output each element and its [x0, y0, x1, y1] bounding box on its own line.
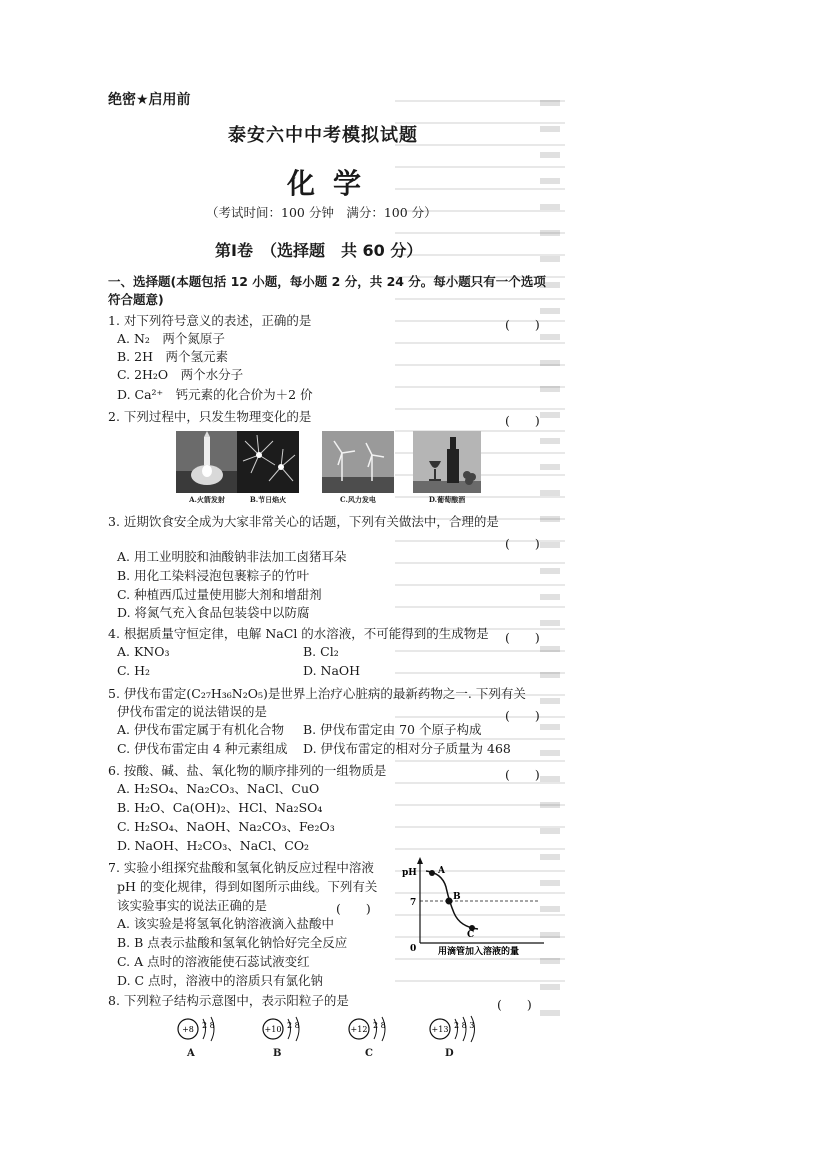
q4-stem: 4. 根据质量守恒定律，电解 NaCl 的水溶液，不可能得到的生成物是: [108, 626, 489, 641]
nucleus-c: +12: [350, 1025, 368, 1034]
point-b-label: B: [453, 892, 461, 902]
atom-label-b: B: [273, 1048, 282, 1059]
q3-option-b: B. 用化工染料浸泡包裹粽子的竹叶: [117, 568, 310, 583]
exam-info: （考试时间：100 分钟 满分：100 分）: [206, 205, 437, 220]
q7-stem-line2: pH 的变化规律，得到如图所示曲线。下列有关: [117, 879, 378, 894]
fireworks-photo: [237, 431, 299, 493]
exam-title: 泰安六中中考模拟试题: [228, 125, 418, 146]
q6-stem: 6. 按酸、碱、盐、氧化物的顺序排列的一组物质是: [108, 763, 387, 778]
wine-making-photo: [413, 431, 481, 493]
q1-option-b: B. 2H 两个氢元素: [117, 349, 228, 364]
q5-option-a: A. 伊伐布雷定属于有机化合物: [117, 722, 284, 737]
atom-label-a: A: [187, 1048, 195, 1059]
q7-option-b: B. B 点表示盐酸和氢氧化钠恰好完全反应: [117, 935, 348, 950]
shells-c: 2 8: [373, 1021, 386, 1030]
atom-diagram-d: [427, 1014, 497, 1044]
q3-option-d: D. 将氮气充入食品包装袋中以防腐: [117, 605, 310, 620]
q1-answer-bracket[interactable]: ( ): [505, 317, 540, 332]
nucleus-a: +8: [182, 1025, 194, 1034]
confidential-label: 绝密★启用前: [108, 92, 191, 108]
q2-caption-c: C.风力发电: [340, 495, 376, 504]
q2-stem: 2. 下列过程中，只发生物理变化的是: [108, 409, 312, 424]
q6-answer-bracket[interactable]: ( ): [505, 767, 540, 782]
shells-a: 2 8: [202, 1021, 215, 1030]
section-instructions: 一、选择题(本题包括 12 小题，每小题 2 分，共 24 分。每小题只有一个选项符合题意): [108, 274, 546, 307]
q6-option-b: B. H₂O、Ca(OH)₂、HCl、Na₂SO₄: [117, 800, 323, 815]
q6-option-c: C. H₂SO₄、NaOH、Na₂CO₃、Fe₂O₃: [117, 819, 335, 834]
subject-title: 化学: [287, 167, 380, 200]
q6-option-d: D. NaOH、H₂CO₃、NaCl、CO₂: [117, 838, 310, 853]
atom-label-c: C: [365, 1048, 373, 1059]
wind-power-photo: [322, 431, 394, 493]
q4-option-b: B. Cl₂: [303, 644, 339, 659]
q5-option-d: D. 伊伐布雷定的相对分子质量为 468: [303, 741, 511, 756]
q5-stem-line2: 伊伐布雷定的说法错误的是: [117, 704, 268, 719]
q5-answer-bracket[interactable]: ( ): [505, 708, 540, 723]
q6-option-a: A. H₂SO₄、Na₂CO₃、NaCl、CuO: [117, 781, 320, 796]
shells-b: 2 8: [287, 1021, 300, 1030]
q1-option-c: C. 2H₂O 两个水分子: [117, 367, 244, 382]
x-axis-label: 用滴管加入溶液的量: [438, 947, 520, 955]
ph-axis-label: pH: [402, 868, 417, 878]
nucleus-d: +13: [431, 1025, 449, 1034]
q5-option-b: B. 伊伐布雷定由 70 个原子构成: [303, 722, 482, 737]
atom-diagram-c: [346, 1014, 416, 1044]
rocket-launch-photo: [176, 431, 238, 493]
q2-answer-bracket[interactable]: ( ): [505, 413, 540, 428]
q7-option-d: D. C 点时，溶液中的溶质只有氯化钠: [117, 973, 324, 988]
origin-label: 0: [410, 944, 417, 954]
q8-stem: 8. 下列粒子结构示意图中，表示阳粒子的是: [108, 993, 349, 1008]
q1-option-d: D. Ca²⁺ 钙元素的化合价为＋2 价: [117, 387, 313, 402]
q2-caption-d: D.葡萄酿酒: [428, 495, 466, 504]
q2-caption-a: A.火箭发射: [189, 495, 225, 504]
q4-option-d: D. NaOH: [303, 663, 361, 678]
q2-caption-b: B.节日焰火: [249, 495, 287, 504]
q8-answer-bracket[interactable]: ( ): [497, 997, 532, 1012]
part-title: 第Ⅰ卷 （选择题 共 60 分）: [215, 241, 423, 260]
atom-label-d: D: [445, 1048, 454, 1059]
q4-answer-bracket[interactable]: ( ): [505, 630, 540, 645]
shells-d: 2 8 3: [454, 1021, 475, 1030]
q7-stem-line1: 7. 实验小组探究盐酸和氢氧化钠反应过程中溶液: [108, 860, 374, 875]
ph-7-tick-label: 7: [410, 898, 417, 908]
atom-diagram-b: [260, 1014, 330, 1044]
q4-option-c: C. H₂: [117, 663, 150, 678]
point-c-label: C: [467, 930, 475, 940]
q7-option-a: A. 该实验是将氢氧化钠溶液滴入盐酸中: [117, 916, 334, 931]
q5-stem-line1: 5. 伊伐布雷定(C₂₇H₃₆N₂O₅)是世界上治疗心脏病的最新药物之一. 下列有关: [108, 686, 526, 701]
ph-curve-graph: [398, 855, 548, 955]
q7-answer-bracket[interactable]: ( ): [336, 901, 371, 916]
q5-option-c: C. 伊伐布雷定由 4 种元素组成: [117, 741, 288, 756]
q3-answer-bracket[interactable]: ( ): [505, 536, 540, 551]
q7-option-c: C. A 点时的溶液能使石蕊试液变红: [117, 954, 310, 969]
q4-option-a: A. KNO₃: [117, 644, 170, 659]
q3-option-a: A. 用工业明胶和油酸钠非法加工卤猪耳朵: [117, 549, 347, 564]
q3-stem: 3. 近期饮食安全成为大家非常关心的话题，下列有关做法中，合理的是: [108, 514, 499, 529]
point-a-label: A: [438, 866, 445, 876]
q1-stem: 1. 对下列符号意义的表述，正确的是: [108, 313, 312, 328]
q7-stem-line3: 该实验事实的说法正确的是: [117, 898, 268, 913]
nucleus-b: +10: [264, 1025, 282, 1034]
atom-diagram-a: [175, 1014, 245, 1044]
q3-option-c: C. 种植西瓜过量使用膨大剂和增甜剂: [117, 587, 322, 602]
q1-option-a: A. N₂ 两个氮原子: [117, 331, 225, 346]
